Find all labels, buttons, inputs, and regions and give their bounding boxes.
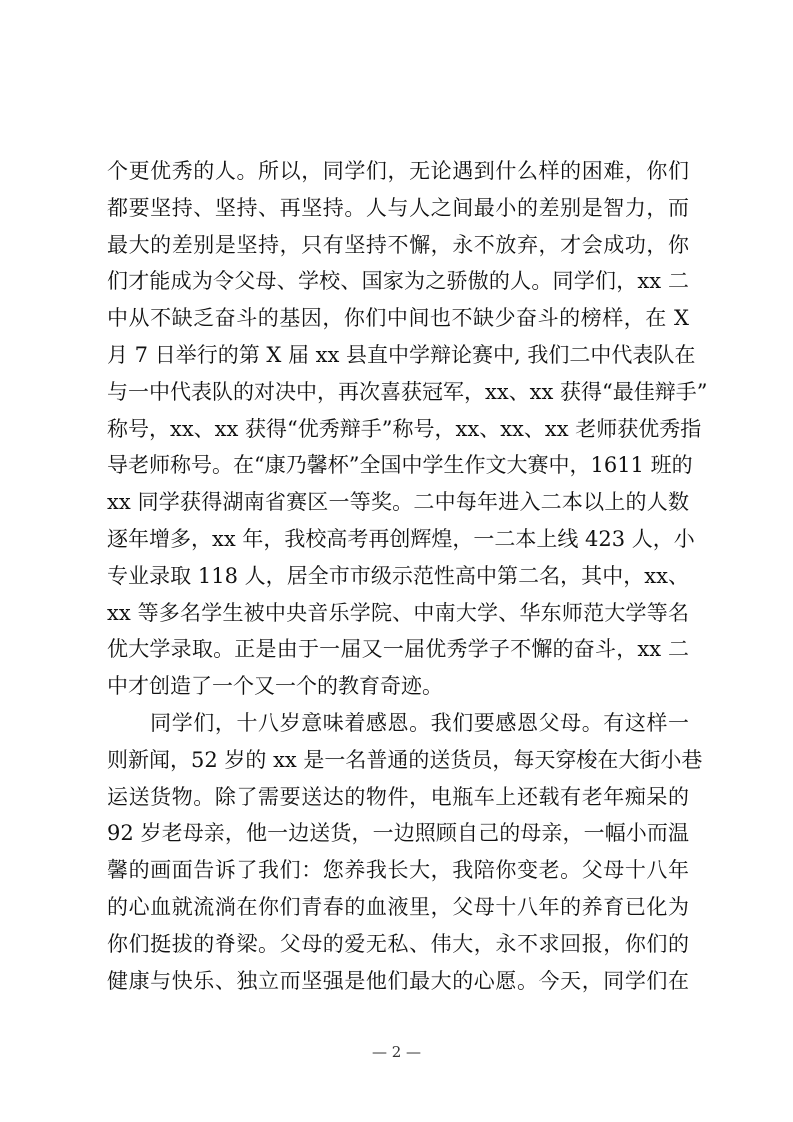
text-line: 健康与快乐、独立而坚强是他们最大的心愿。今天，同学们在 [107, 968, 689, 993]
text-line: 优大学录取。正是由于一届又一届优秀学子不懈的奋斗，xx 二 [107, 637, 690, 662]
text-line: 同学们，十八岁意味着感恩。我们要感恩父母。有这样一 [107, 710, 689, 735]
text-line: xx 等多名学生被中央音乐学院、中南大学、华东师范大学等名 [107, 600, 689, 625]
text-line: 与一中代表队的对决中，再次喜获冠军，xx、xx 获得“最佳辩手” [107, 379, 708, 404]
body-text [107, 153, 708, 999]
text-line: 个更优秀的人。所以，同学们，无论遇到什么样的困难，你们 [107, 159, 689, 183]
text-line: 你们挺拔的脊梁。父母的爱无私、伟大，永不求回报，你们的 [107, 931, 689, 956]
text-line: 最大的差别是坚持，只有坚持不懈，永不放弃，才会成功，你 [107, 232, 689, 257]
page-number: — 2 — [371, 1043, 422, 1061]
text-line: 的心血就流淌在你们青春的血液里，父母十八年的养育已化为 [107, 894, 689, 919]
text-line: 中才创造了一个又一个的教育奇迹。 [107, 674, 443, 699]
text-line: 中从不缺乏奋斗的基因，你们中间也不缺少奋斗的榜样，在 X [107, 306, 689, 331]
text-line: 则新闻，52 岁的 xx 是一名普通的送货员，每天穿梭在大街小巷 [107, 747, 703, 772]
text-line: 都要坚持、坚持、再坚持。人与人之间最小的差别是智力，而 [107, 195, 689, 220]
text-line: 月 7 日举行的第 X 届 xx 县直中学辩论赛中, 我们二中代表队在 [107, 342, 696, 367]
text-line: 运送货物。除了需要送达的物件，电瓶车上还载有老年痴呆的 [107, 784, 689, 809]
text-line: 称号，xx、xx 获得“优秀辩手”称号，xx、xx、xx 老师获优秀指 [107, 416, 702, 441]
text-line: 逐年增多，xx 年，我校高考再创辉煌，一二本上线 423 人，小 [107, 526, 695, 551]
text-line: xx 同学获得湖南省赛区一等奖。二中每年进入二本以上的人数 [107, 490, 689, 515]
text-line: 们才能成为令父母、学校、国家为之骄傲的人。同学们，xx 二 [107, 269, 690, 294]
text-line: 92 岁老母亲，他一边送货，一边照顾自己的母亲，一幅小而温 [107, 821, 689, 846]
text-line: 导老师称号。在“康乃馨杯”全国中学生作文大赛中，1611 班的 [107, 453, 693, 478]
text-line: 专业录取 118 人，居全市市级示范性高中第二名，其中，xx、 [107, 563, 689, 588]
text-line: 馨的画面告诉了我们：您养我长大，我陪你变老。父母十八年 [107, 858, 689, 883]
